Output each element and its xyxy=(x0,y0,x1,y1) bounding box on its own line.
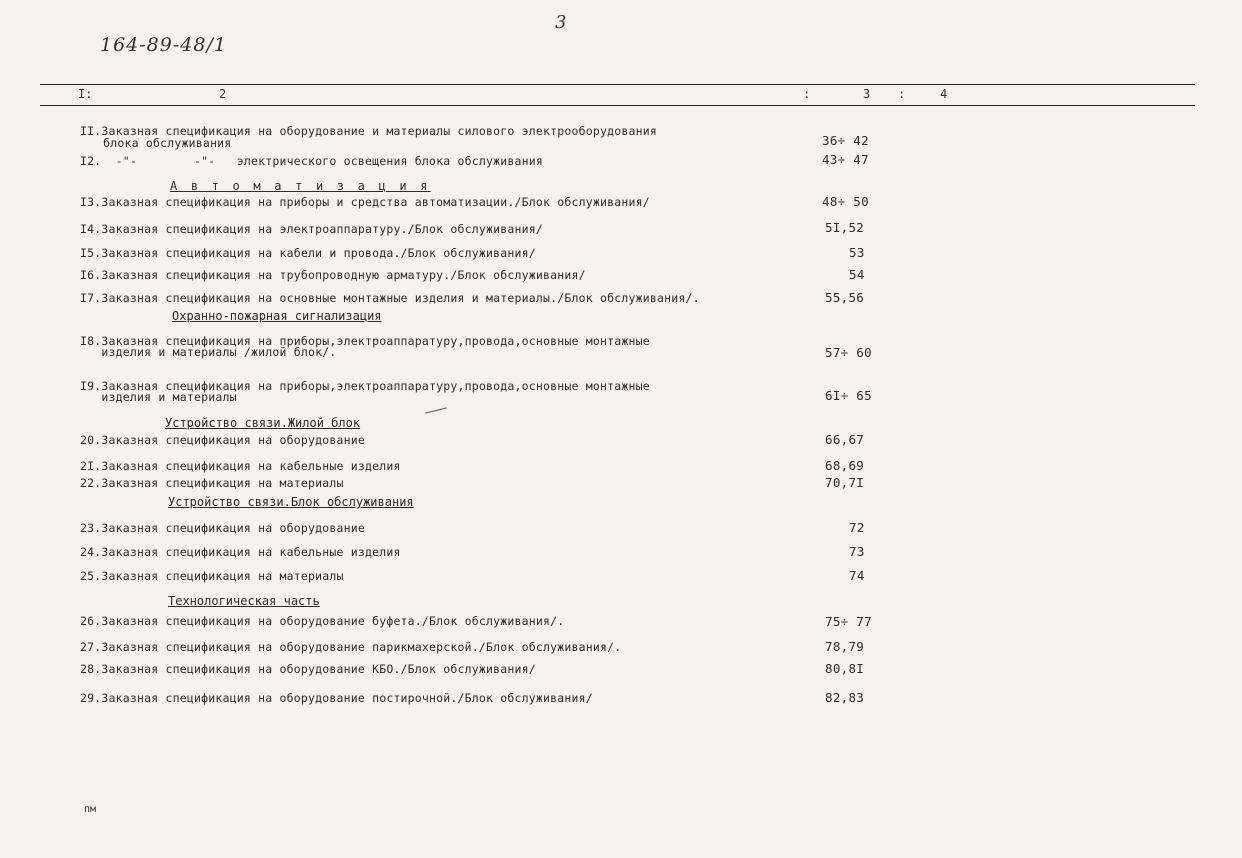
list-item-22: 22.Заказная спецификация на материалы xyxy=(80,476,344,490)
section-heading-comm-living: Устройство связи.Жилой блок xyxy=(165,416,361,430)
page-number: 3 xyxy=(555,12,567,33)
page-range-15: 53 xyxy=(849,245,865,260)
header-col-2: 2 xyxy=(219,87,227,101)
page-range-21: 68,69 xyxy=(825,458,865,473)
page-range-23: 72 xyxy=(849,520,865,535)
list-item-14: I4.Заказная спецификация на электроаппаратуру./Блок обслуживания/ xyxy=(80,222,544,236)
list-item-27: 27.Заказная спецификация на оборудование парикмахерской./Блок обслуживания/. xyxy=(80,640,622,654)
table-top-rule xyxy=(40,84,1195,85)
header-col-3: 3 xyxy=(863,87,871,101)
page-range-16: 54 xyxy=(849,267,865,282)
header-col-4: 4 xyxy=(940,87,948,101)
list-item-25: 25.Заказная спецификация на материалы xyxy=(80,569,344,583)
list-item-16: I6.Заказная спецификация на трубопроводную арматуру./Блок обслуживания/ xyxy=(80,268,586,282)
pen-stroke-mark xyxy=(425,407,447,413)
list-item-18-cont: изделия и материалы /жилой блок/. xyxy=(80,345,337,359)
page-range-12: 43÷ 47 xyxy=(822,152,869,167)
footer-mark: пм xyxy=(84,804,97,815)
list-item-18: I8.Заказная спецификация на приборы,электроаппаратуру,провода,основные монтажные xyxy=(80,334,650,348)
page-range-25: 74 xyxy=(849,568,865,583)
list-item-11-cont: блока обслуживания xyxy=(96,136,232,150)
list-item-12: I2. -"- -"- электрического освещения блока обслуживания xyxy=(80,154,544,168)
list-item-19-cont: изделия и материалы xyxy=(80,390,237,404)
page-range-24: 73 xyxy=(849,544,865,559)
list-item-11: II.Заказная спецификация на оборудование и материалы силового электрооборудования xyxy=(80,124,658,138)
page-range-28: 80,8I xyxy=(825,661,865,676)
section-heading-technology: Технологическая часть xyxy=(168,594,320,608)
page-range-22: 70,7I xyxy=(825,475,865,490)
header-col-1: I: xyxy=(78,87,93,101)
list-item-13: I3.Заказная спецификация на приборы и средства автоматизации./Блок обслуживания/ xyxy=(80,195,650,209)
section-heading-comm-service: Устройство связи.Блок обслуживания xyxy=(168,495,414,509)
document-code: 164-89-48/1 xyxy=(100,34,227,56)
page-range-20: 66,67 xyxy=(825,432,865,447)
list-item-15: I5.Заказная спецификация на кабели и провода./Блок обслуживания/ xyxy=(80,246,536,260)
list-item-21: 2I.Заказная спецификация на кабельные изделия xyxy=(80,459,401,473)
section-heading-automation: А в т о м а т и з а ц и я xyxy=(170,179,431,193)
page-range-18: 57÷ 60 xyxy=(825,345,872,360)
list-item-19: I9.Заказная спецификация на приборы,электроаппаратуру,провода,основные монтажные xyxy=(80,379,650,393)
list-item-20: 20.Заказная спецификация на оборудование xyxy=(80,433,365,447)
section-heading-fire-security: Охранно-пожарная сигнализация xyxy=(172,309,382,323)
table-header-rule xyxy=(40,105,1195,106)
page-range-19: 6I÷ 65 xyxy=(825,388,872,403)
list-item-17: I7.Заказная спецификация на основные монтажные изделия и материалы./Блок обслуживания/. xyxy=(80,291,700,305)
header-separator-2: : xyxy=(898,87,906,101)
page-range-17: 55,56 xyxy=(825,290,865,305)
list-item-23: 23.Заказная спецификация на оборудование xyxy=(80,521,365,535)
page-range-26: 75÷ 77 xyxy=(825,614,872,629)
header-separator-1: : xyxy=(803,87,811,101)
page-range-13: 48÷ 50 xyxy=(822,194,869,209)
page-range-29: 82,83 xyxy=(825,690,865,705)
page-range-14: 5I,52 xyxy=(825,220,865,235)
list-item-28: 28.Заказная спецификация на оборудование КБО./Блок обслуживания/ xyxy=(80,662,536,676)
page-range-27: 78,79 xyxy=(825,639,865,654)
list-item-26: 26.Заказная спецификация на оборудование буфета./Блок обслуживания/. xyxy=(80,614,565,628)
page-range-11: 36÷ 42 xyxy=(822,133,869,148)
list-item-24: 24.Заказная спецификация на кабельные изделия xyxy=(80,545,401,559)
list-item-29: 29.Заказная спецификация на оборудование постирочной./Блок обслуживания/ xyxy=(80,691,593,705)
